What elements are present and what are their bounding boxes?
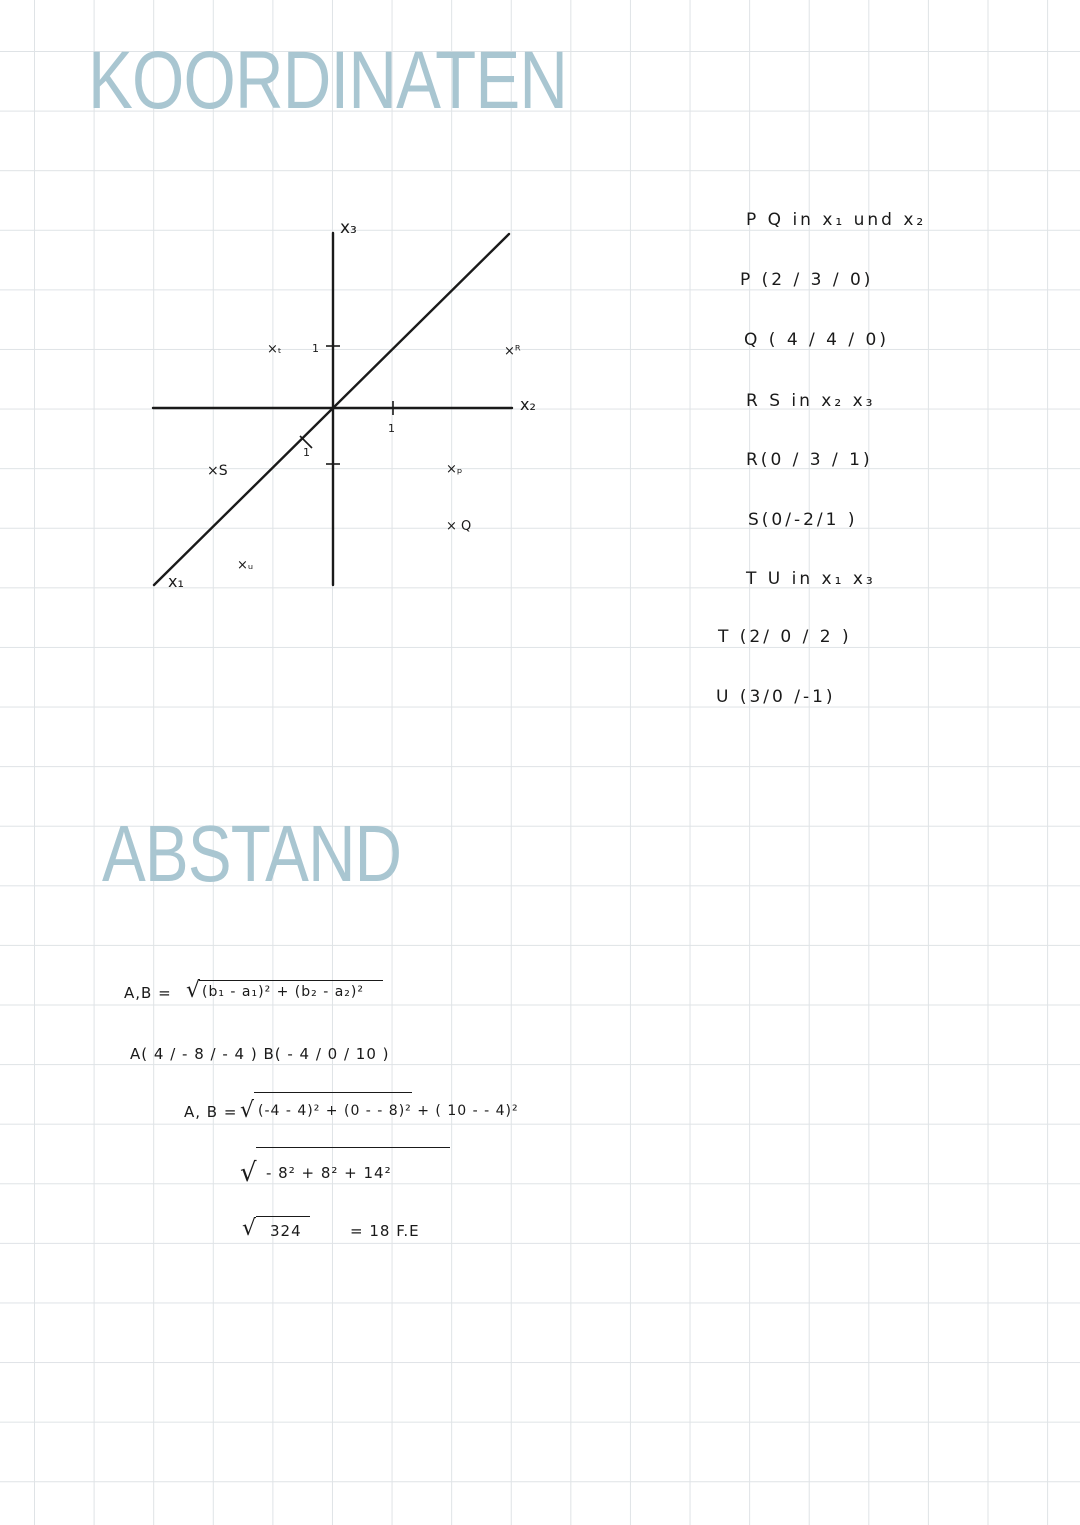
- note-point-r: R(0 / 3 / 1): [746, 450, 873, 470]
- calc-rhs: (-4 - 4)² + (0 - - 8)² + ( 10 - - 4)²: [258, 1103, 519, 1119]
- points-a-b: A( 4 / - 8 / - 4 ) B( - 4 / 0 / 10 ): [130, 1045, 390, 1063]
- abstand-heading: ABSTAND: [102, 809, 402, 898]
- point-t: ×ₜ: [267, 342, 282, 357]
- calc-step-3-root: 324: [270, 1222, 302, 1240]
- note-point-q: Q ( 4 / 4 / 0): [744, 330, 889, 350]
- note-rs-plane: R S in x₂ x₃: [746, 391, 876, 411]
- note-point-s: S(0/-2/1 ): [748, 510, 858, 530]
- tick-label-x2: 1: [388, 422, 395, 435]
- sqrt-bar-1: [199, 980, 383, 981]
- tick-label-x3: 1: [312, 342, 319, 355]
- point-u: ×ᵤ: [237, 558, 254, 573]
- sqrt-bar-4: [256, 1216, 310, 1217]
- sqrt-sign-1: √: [186, 978, 201, 1003]
- note-point-p: P (2 / 3 / 0): [740, 270, 874, 290]
- point-p: ×ₚ: [446, 462, 463, 477]
- note-pq-plane: P Q in x₁ und x₂: [746, 210, 927, 230]
- distance-formula-rhs: (b₁ - a₁)² + (b₂ - a₂)²: [202, 984, 364, 1000]
- calc-step-2: - 8² + 8² + 14²: [266, 1164, 392, 1182]
- tick-label-x1: 1: [303, 446, 310, 459]
- point-q: × Q: [446, 519, 472, 534]
- note-point-t: T (2/ 0 / 2 ): [718, 627, 852, 647]
- sqrt-bar-3: [256, 1147, 450, 1148]
- calc-step-3-result: = 18 F.E: [350, 1222, 420, 1240]
- sqrt-sign-4: √: [242, 1216, 257, 1241]
- koordinaten-heading: KOORDINATEN: [88, 35, 568, 126]
- sqrt-sign-2: √: [240, 1098, 255, 1123]
- sqrt-bar-2: [254, 1092, 412, 1093]
- label-x1: x₁: [168, 572, 184, 591]
- calc-lhs: A, B =: [184, 1103, 238, 1121]
- coordinate-system-sketch: [140, 200, 590, 610]
- label-x3: x₃: [340, 218, 357, 238]
- label-x2: x₂: [520, 395, 536, 414]
- point-r: ×ᴿ: [504, 344, 521, 359]
- distance-formula-lhs: A,B =: [124, 984, 172, 1002]
- sqrt-sign-3: √: [240, 1158, 257, 1188]
- note-tu-plane: T U in x₁ x₃: [746, 569, 876, 589]
- point-s: ×S: [207, 463, 228, 479]
- note-point-u: U (3/0 /-1): [716, 687, 836, 707]
